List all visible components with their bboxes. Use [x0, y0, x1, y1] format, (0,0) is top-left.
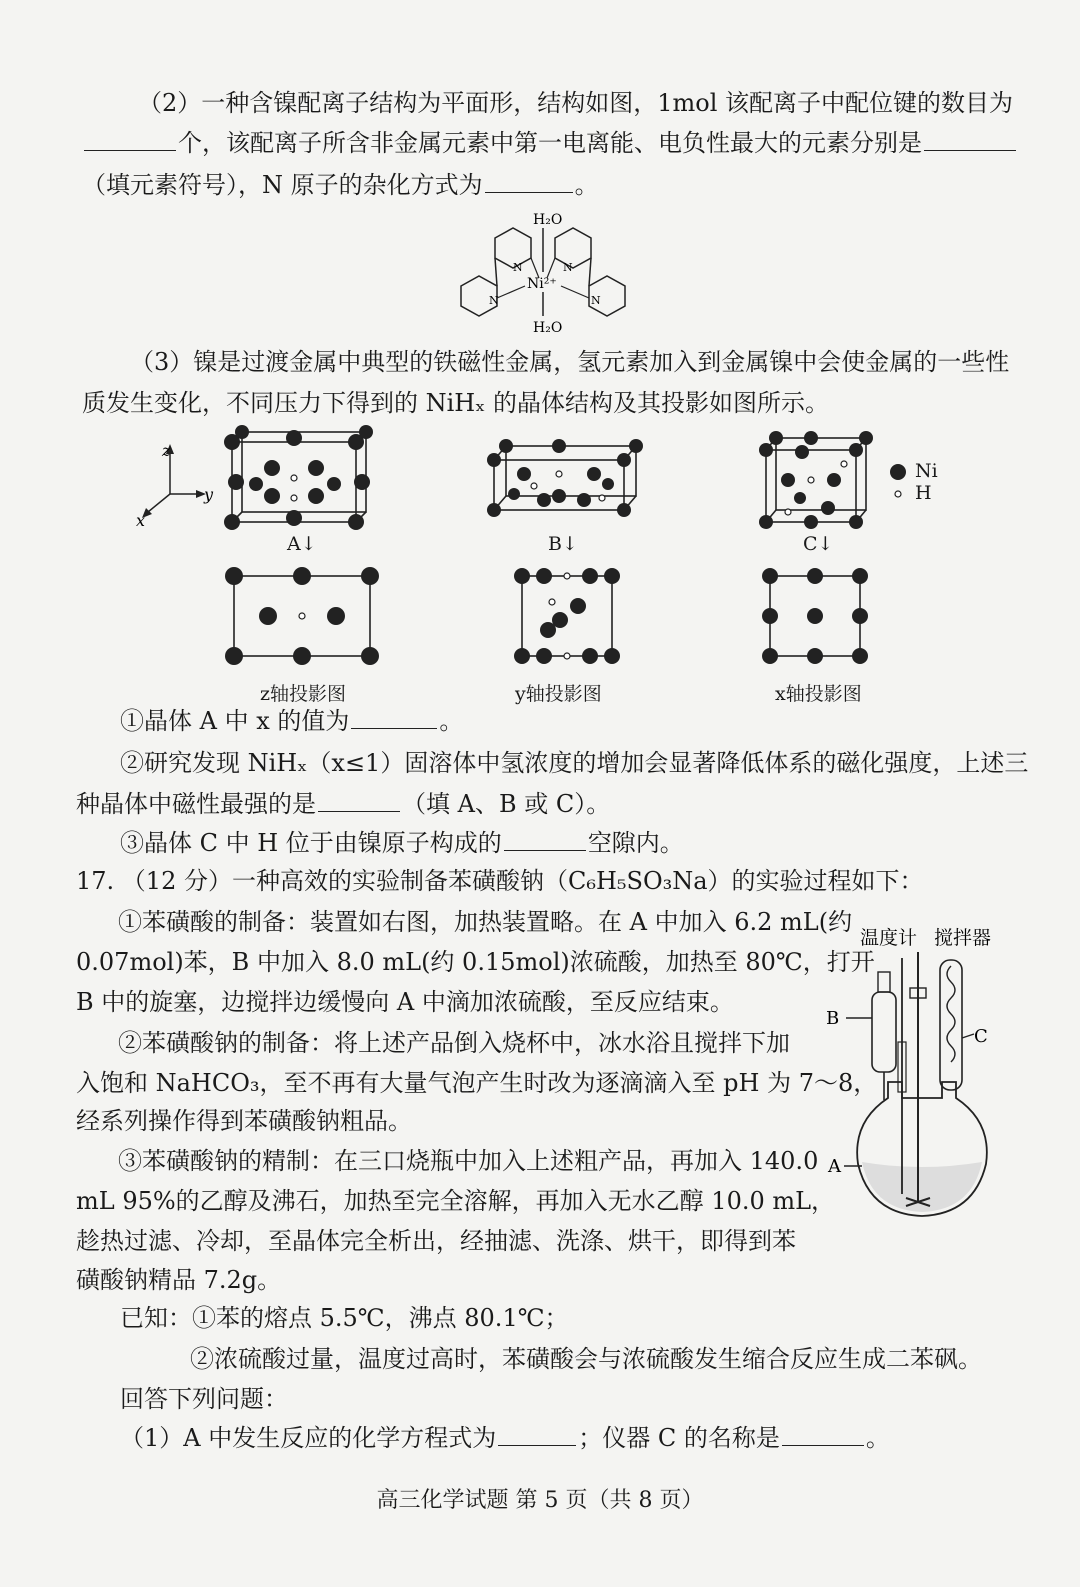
nickel-center: Ni²⁺	[527, 276, 557, 292]
legend-h-label: H	[915, 482, 932, 504]
stirrer-label: 搅拌器	[934, 927, 992, 949]
q17-title: 17. （12 分）一种高效的实验制备苯磺酸钠（C₆H₅SO₃Na）的实验过程如下：	[76, 867, 924, 895]
q16-3-line1: （3）镍是过渡金属中典型的铁磁性金属，氢元素加入到金属镍中会使金属的一些性	[130, 348, 1010, 376]
answer-blank[interactable]	[485, 170, 573, 193]
q16-2-line3: （填元素符号），N 原子的杂化方式为 。	[82, 171, 599, 199]
answer-blank[interactable]	[351, 706, 437, 729]
q16-2-line1: （2）一种含镍配离子结构为平面形，结构如图，1mol 该配离子中配位键的数目为	[138, 89, 1014, 117]
known-2: ②浓硫酸过量，温度过高时，苯磺酸会与浓硫酸发生缩合反应生成二苯砜。	[190, 1345, 982, 1373]
crystal-c-label: C↓	[803, 533, 834, 555]
legend-h-symbol	[888, 484, 908, 504]
x-axis-label: x	[136, 511, 146, 530]
answer-blank[interactable]	[84, 128, 176, 151]
label-c: C	[974, 1026, 988, 1047]
crystal-b-structure	[484, 440, 644, 520]
q16-2-line2: 个，该配离子所含非金属元素中第一电离能、电负性最大的元素分别是	[82, 128, 1018, 158]
projection-x	[760, 566, 870, 666]
nitrogen-label: N	[489, 294, 499, 307]
crystal-a-structure	[222, 428, 372, 528]
page-footer: 高三化学试题 第 5 页（共 8 页）	[376, 1488, 704, 1513]
q16-3-line2: 质发生变化，不同压力下得到的 NiHₓ 的晶体结构及其投影如图所示。	[82, 389, 830, 417]
nitrogen-label: N	[591, 294, 601, 307]
projection-y-caption: y轴投影图	[515, 683, 602, 705]
sub-question-2-line1: ②研究发现 NiHₓ（x≤1）固溶体中氢浓度的增加会显著降低体系的磁化强度，上述三	[120, 749, 1029, 777]
answer-blank[interactable]	[498, 1423, 576, 1446]
answer-prompt: 回答下列问题：	[120, 1385, 288, 1413]
q17-p1-line2: 0.07mol)苯，B 中加入 8.0 mL(约 0.15mol)浓硫酸，加热至 80℃，打开	[76, 948, 875, 976]
sub-question-3: ③晶体 C 中 H 位于由镍原子构成的 空隙内。	[120, 829, 684, 857]
q17-p1-line3: B 中的旋塞，边搅拌边缓慢向 A 中滴加浓硫酸，至反应结束。	[76, 988, 734, 1016]
q17-p3-line1: ③苯磺酸钠的精制：在三口烧瓶中加入上述粗产品，再加入 140.0	[118, 1147, 819, 1175]
nitrogen-label: N	[513, 261, 523, 274]
crystal-a-label: A↓	[287, 533, 317, 555]
q17-p1-line1: ①苯磺酸的制备：装置如右图，加热装置略。在 A 中加入 6.2 mL(约	[118, 908, 853, 936]
projection-x-caption: x轴投影图	[775, 683, 862, 705]
projection-z	[222, 566, 382, 666]
axes-diagram	[132, 440, 212, 530]
q17-question-1: （1）A 中发生反应的化学方程式为 ；仪器 C 的名称是 。	[120, 1424, 890, 1452]
legend-ni-label: Ni	[915, 460, 938, 482]
answer-blank[interactable]	[504, 828, 586, 851]
answer-blank[interactable]	[782, 1423, 864, 1446]
crystal-b-label: B↓	[548, 533, 578, 555]
ligand-bottom: H₂O	[533, 320, 563, 336]
y-axis-label: y	[204, 485, 214, 504]
answer-blank[interactable]	[318, 789, 400, 812]
q17-p2-line1: ②苯磺酸钠的制备：将上述产品倒入烧杯中，冰水浴且搅拌下加	[118, 1029, 790, 1057]
projection-y	[512, 566, 622, 666]
q17-p2-line2: 入饱和 NaHCO₃，至不再有大量气泡产生时改为逐滴滴入至 pH 为 7～8，	[76, 1069, 878, 1097]
q17-p3-line4: 磺酸钠精品 7.2g。	[76, 1266, 282, 1294]
legend-ni-symbol	[888, 462, 908, 482]
q17-p2-line3: 经系列操作得到苯磺酸钠粗品。	[76, 1107, 412, 1135]
known-1: 已知：①苯的熔点 5.5℃，沸点 80.1℃；	[120, 1304, 569, 1332]
sub-question-1: ①晶体 A 中 x 的值为 。	[120, 707, 464, 735]
thermometer-label: 温度计	[860, 927, 918, 949]
q17-p3-line2: mL 95%的乙醇及沸石，加热至完全溶解，再加入无水乙醇 10.0 mL，	[76, 1187, 836, 1215]
label-a: A	[828, 1156, 841, 1177]
crystal-c-structure	[758, 430, 878, 530]
z-axis-label: z	[162, 441, 171, 460]
ligand-top: H₂O	[533, 212, 563, 228]
nickel-complex-structure	[455, 208, 635, 338]
q17-p3-line3: 趁热过滤、冷却，至晶体完全析出，经抽滤、洗涤、烘干，即得到苯	[76, 1227, 796, 1255]
answer-blank[interactable]	[924, 128, 1016, 151]
projection-z-caption: z轴投影图	[260, 683, 347, 705]
apparatus-diagram	[822, 922, 1002, 1222]
sub-question-2-line2: 种晶体中磁性最强的是 （填 A、B 或 C）。	[76, 790, 611, 818]
label-b: B	[826, 1008, 840, 1029]
nitrogen-label: N	[563, 261, 573, 274]
